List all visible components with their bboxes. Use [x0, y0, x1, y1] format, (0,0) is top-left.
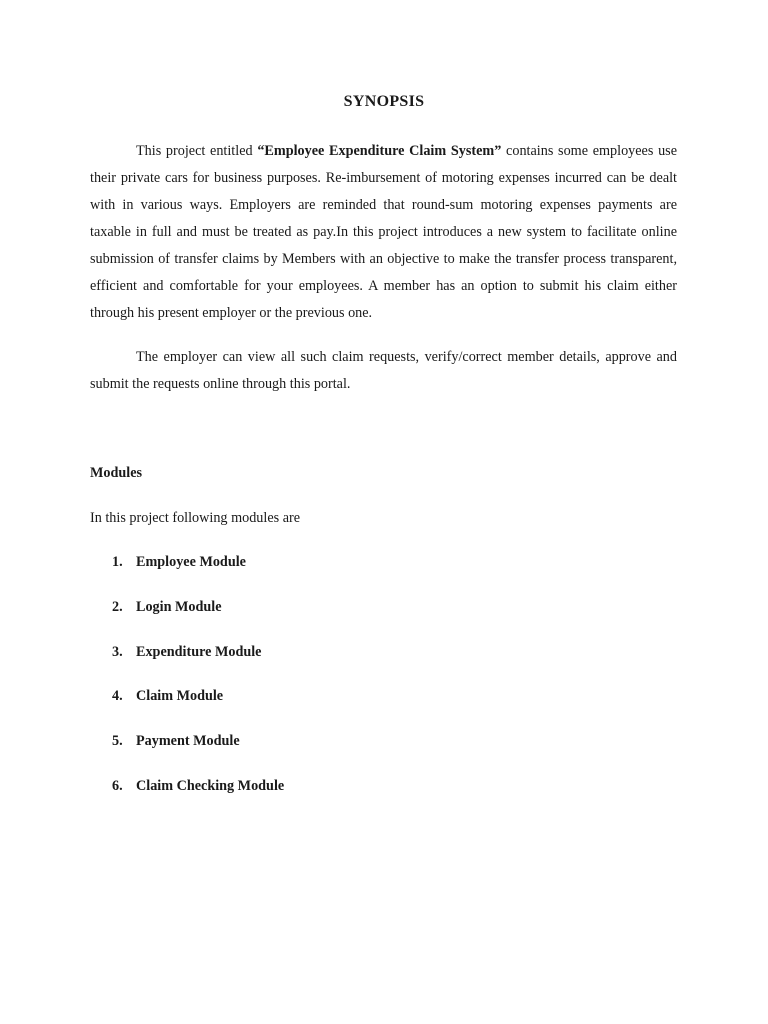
- synopsis-paragraph-2: [90, 344, 677, 398]
- module-label: Expenditure Module: [136, 644, 262, 660]
- module-number: 5.: [112, 733, 123, 749]
- modules-heading: Modules: [90, 465, 143, 481]
- module-label: Claim Module: [136, 688, 224, 704]
- module-number: 2.: [112, 599, 123, 615]
- module-item: [112, 688, 223, 705]
- module-label: Payment Module: [136, 733, 240, 749]
- page-title: SYNOPSIS: [343, 93, 425, 110]
- module-item: [112, 644, 261, 661]
- modules-intro: In this project following modules are: [90, 510, 301, 526]
- paragraph-1-intro: This project entitled: [136, 143, 258, 159]
- module-label: Employee Module: [136, 554, 246, 570]
- module-item: [112, 554, 246, 571]
- module-label: Login Module: [136, 599, 222, 615]
- module-label: Claim Checking Module: [136, 778, 285, 794]
- module-item: [112, 778, 284, 795]
- paragraph-1-body: contains some employees use their private cars for business purposes. Re-imbursement of motoring expenses incurred can be dealt with in various ways. Employers are reminded that round-sum motoring expenses payments are taxable in full and must be treated as pay.In this project introduces a new system to facilitate online submission of transfer claims by Members with an objective to make the transfer process transparent, efficient and comfortable for your employees. A member has an option to submit his claim either through his present employer or the previous one.: [90, 143, 678, 321]
- synopsis-paragraph-1: [90, 138, 677, 327]
- module-number: 4.: [112, 688, 123, 704]
- module-item: [112, 599, 222, 616]
- project-name: “Employee Expenditure Claim System”: [257, 143, 502, 159]
- module-number: 6.: [112, 778, 123, 794]
- module-number: 1.: [112, 554, 123, 570]
- paragraph-2-body: The employer can view all such claim requests, verify/correct member details, approve and submit the requests online through this portal.: [90, 349, 677, 392]
- module-number: 3.: [112, 644, 123, 660]
- module-item: [112, 733, 240, 750]
